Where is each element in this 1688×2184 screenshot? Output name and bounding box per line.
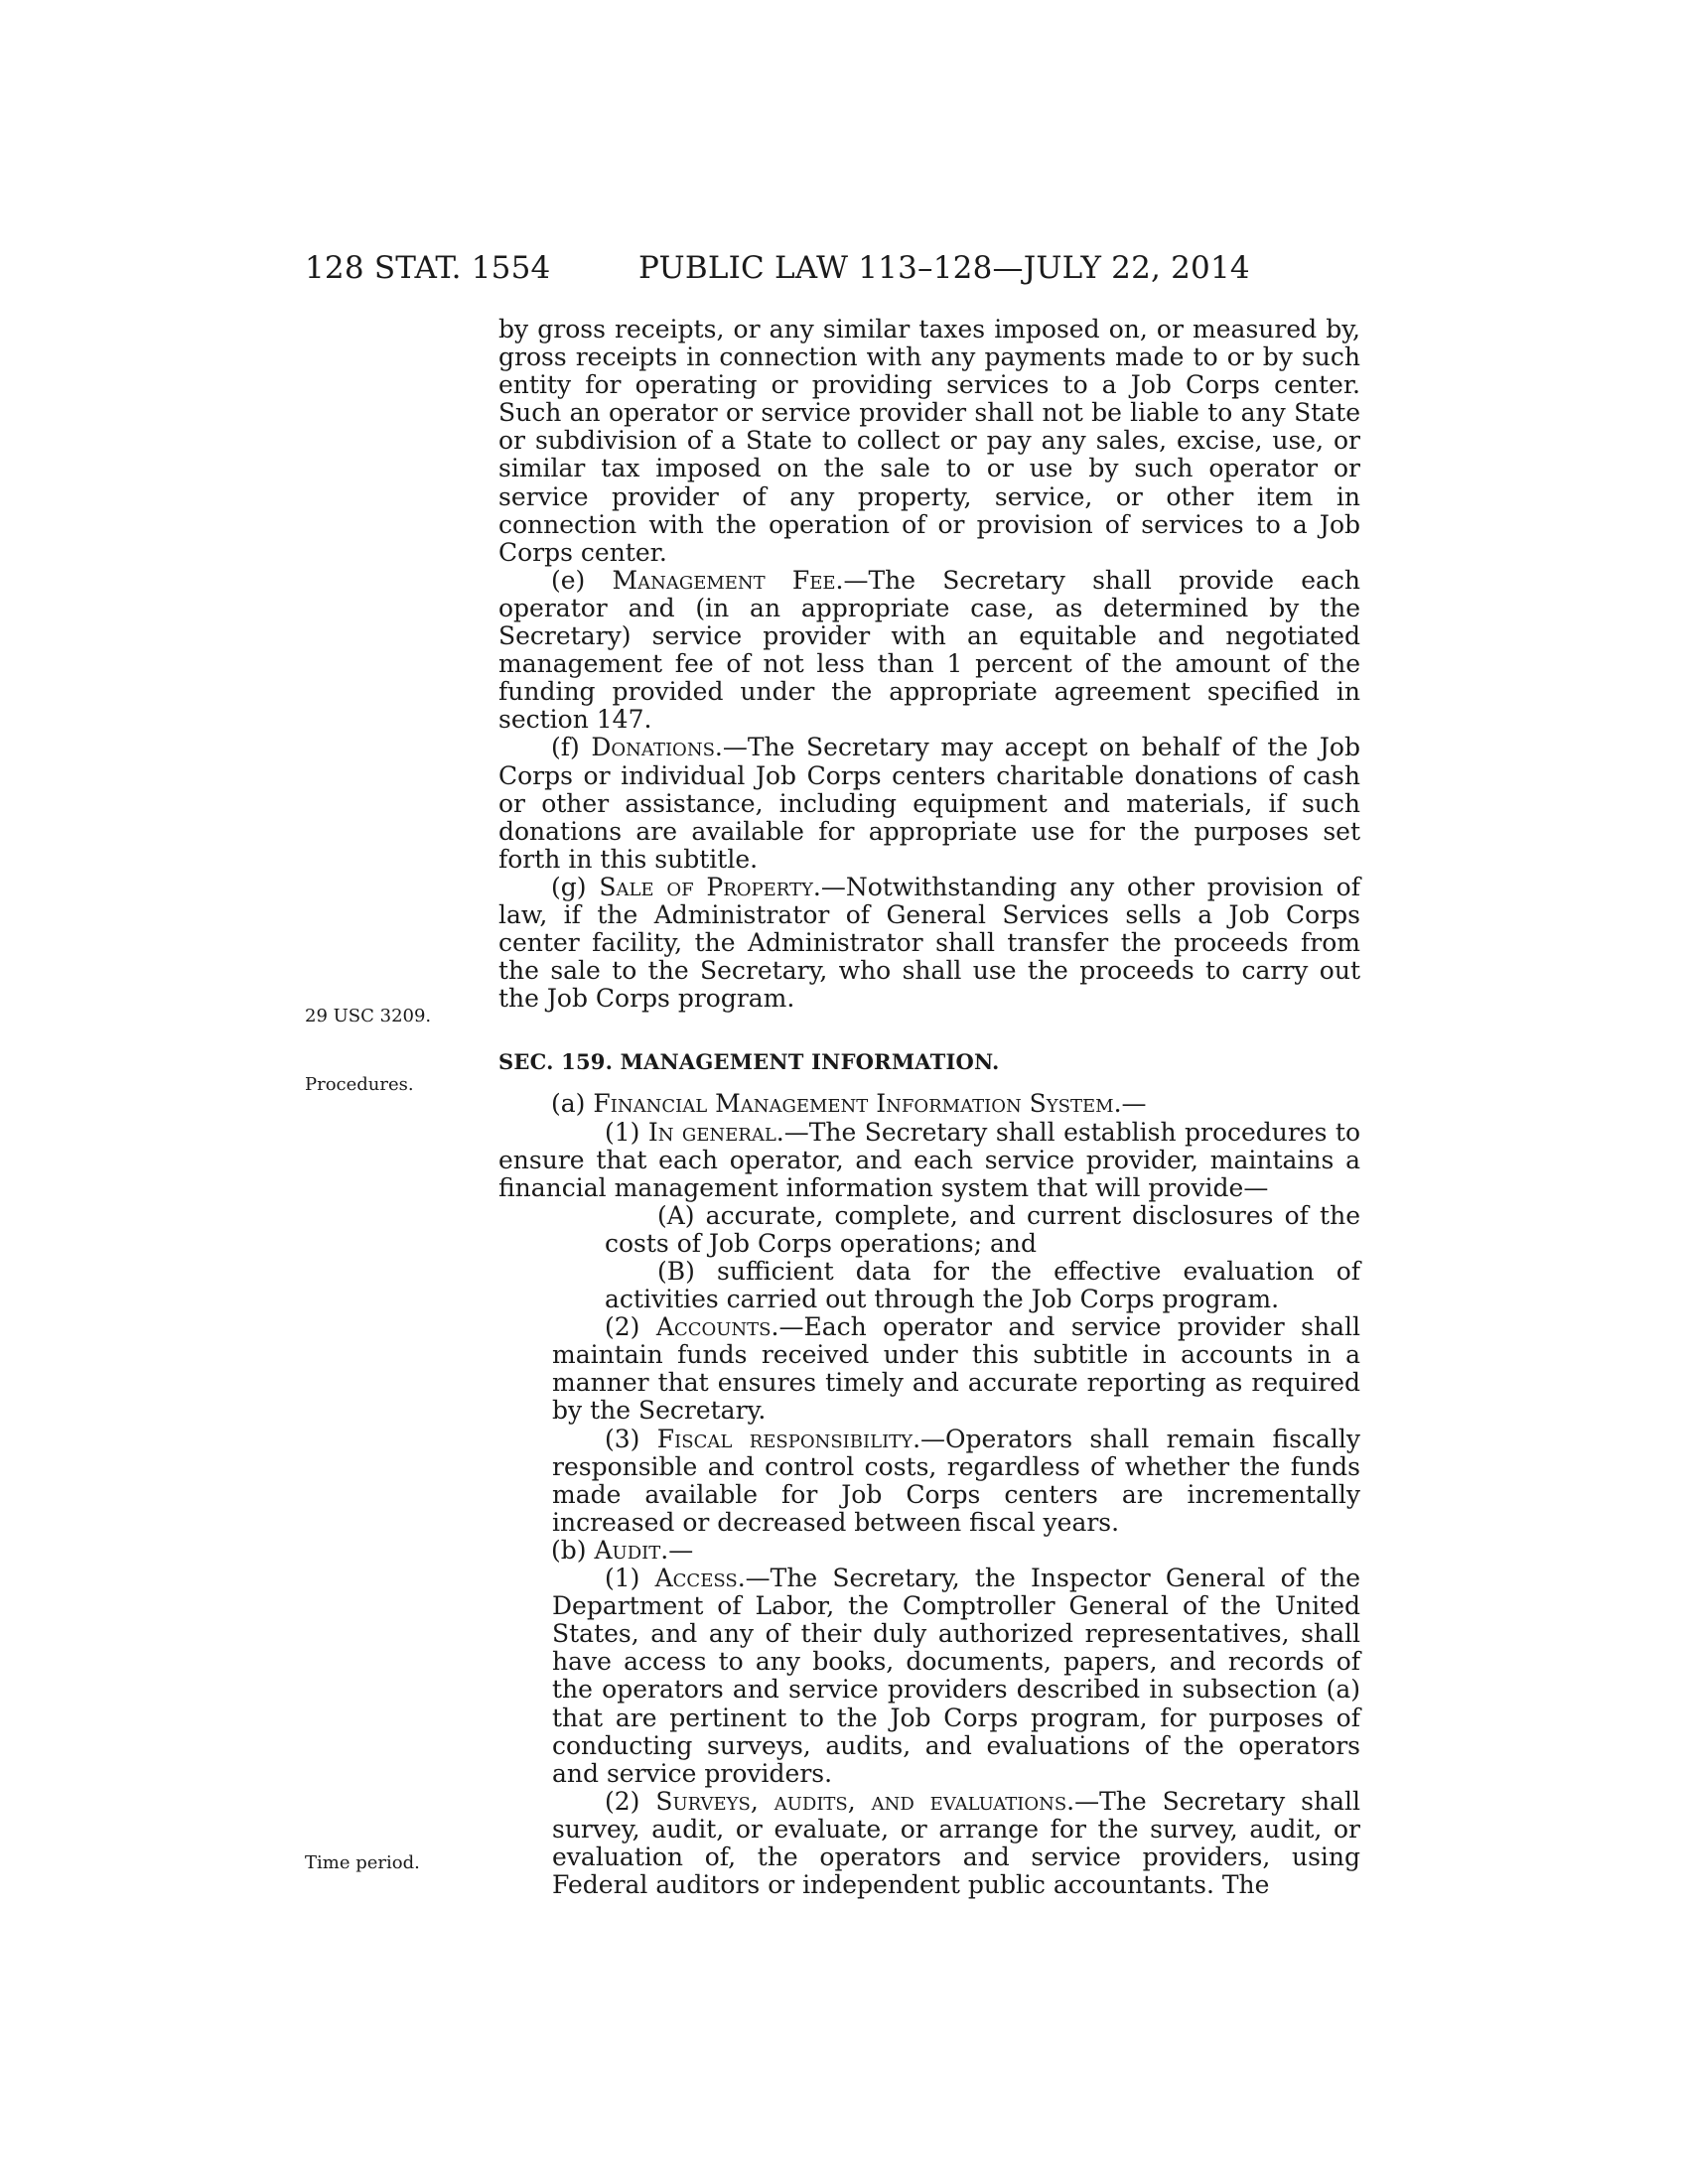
paragraph-text: .—The Secretary, the Inspector General of the Department of Labor, the Comptroller General of the United States, and any of their duly authorized representatives, shall have access to any books, documents, papers, and records of the operators and service providers described in subsection (a) that are pertinent to the Job Corps program, for purposes of conducting surveys, audits, and evaluations of the operators and service providers. (552, 1564, 1361, 1788)
subsection-e (498, 567, 1360, 735)
running-header-title: PUBLIC LAW 113–128—JULY 22, 2014 (638, 250, 1250, 286)
paragraph-a1 (498, 1119, 1360, 1202)
paragraph-text: .—Operators shall remain fiscally responsible and control costs, regardless of whether the funds made available for Job Corps centers are incrementally increased or decreased between fiscal years. (552, 1424, 1361, 1537)
paragraph-text: .—The Secretary shall establish procedures to ensure that each operator, and each service provider, maintains a financial management information system that will provide— (498, 1117, 1360, 1202)
subsection-label: (a) (551, 1089, 594, 1119)
paragraph-heading: Fiscal responsibility (656, 1424, 914, 1453)
subsection-heading: Donations (591, 733, 715, 762)
paragraph-label: (2) (605, 1786, 656, 1816)
paragraph-label: (3) (605, 1424, 657, 1453)
subsection-label: (e) (551, 565, 613, 595)
body-text (498, 316, 1360, 1899)
page-stat-citation: 128 STAT. 1554 (305, 250, 551, 286)
margin-note-time-period: Time period. (305, 1852, 420, 1873)
subsection-dash: .— (660, 1535, 694, 1565)
paragraph-b1 (498, 1565, 1360, 1788)
paragraph-text: .—The Secretary shall survey, audit, or evaluate, or arrange for the survey, audit, or evaluation of, the operators and service providers, using Federal auditors or independent public accountants. The (552, 1786, 1360, 1900)
subsection-a (498, 1090, 1360, 1118)
paragraph-a3 (498, 1426, 1360, 1537)
subsection-text: .—The Secretary shall provide each operator and (in an appropriate case, as determined by the Secretary) service provider with an equitable and negotiated management fee of not less than 1 percent of the amount of the funding provided under the appropriate agreement specified in section 147. (498, 565, 1361, 735)
subsection-text: .—The Secretary may accept on behalf of the Job Corps or individual Job Corps centers charitable donations of cash or other assistance, including equipment and materials, if such donations are available for appropriate use for the purposes set forth in this subtitle. (498, 733, 1360, 874)
subsection-f (498, 734, 1360, 873)
paragraph-heading: In general (647, 1117, 776, 1147)
subsection-label: (g) (551, 872, 600, 901)
subsection-label: (f) (551, 733, 592, 762)
subparagraph-a1-B: (B) sufficient data for the effective evaluation of activities carried out through the Job Corps program. (605, 1257, 1360, 1314)
paragraph-heading: Access (654, 1564, 738, 1593)
paragraph-heading: Surveys, audits, and evaluations (655, 1786, 1067, 1816)
subparagraph-a1-A: (A) accurate, complete, and current disclosures of the costs of Job Corps operations; and (605, 1200, 1360, 1258)
subsection-heading: Sale of Property (599, 872, 813, 901)
paragraph-label: (1) (605, 1564, 655, 1593)
subsection-g (498, 874, 1360, 1013)
paragraph-a2 (498, 1313, 1360, 1425)
paragraph-label: (1) (605, 1117, 648, 1147)
subsection-heading: Audit (594, 1535, 661, 1565)
paragraph-heading: Accounts (655, 1312, 772, 1342)
paragraph-label: (2) (605, 1312, 656, 1342)
paragraph-continued: by gross receipts, or any similar taxes imposed on, or measured by, gross receipts in connection with any payments made to or by such entity for operating or providing services to a Job Corps center. Such an operator or service provider shall not be liable to any State or subdivision of a State to collect or pay any sales, excise, use, or similar tax imposed on the sale to or use by such operator or service provider of any property, service, or other item in connection with the operation of or provision of services to a Job Corps center. (498, 315, 1360, 567)
subsection-label: (b) (551, 1535, 595, 1565)
margin-note-usc: 29 USC 3209. (305, 1006, 432, 1026)
subsection-text: .—Notwithstanding any other provision of law, if the Administrator of General Services sells a Job Corps center facility, the Administrator shall transfer the proceeds from the sale to the Secretary, who shall use the proceeds to carry out the Job Corps program. (498, 872, 1360, 1014)
paragraph-b2 (498, 1788, 1360, 1899)
subsection-dash: .— (1113, 1089, 1147, 1119)
subsection-heading: Financial Management Information System (593, 1089, 1114, 1119)
paragraph-text: .—Each operator and service provider shall maintain funds received under this subtitle in accounts in a manner that ensures timely and accurate reporting as required by the Secretary. (552, 1312, 1360, 1426)
margin-note-procedures: Procedures. (305, 1074, 414, 1095)
subsection-b (498, 1537, 1360, 1565)
subsection-heading: Management Fee (612, 565, 836, 595)
section-heading: SEC. 159. MANAGEMENT INFORMATION. (498, 1049, 1000, 1075)
